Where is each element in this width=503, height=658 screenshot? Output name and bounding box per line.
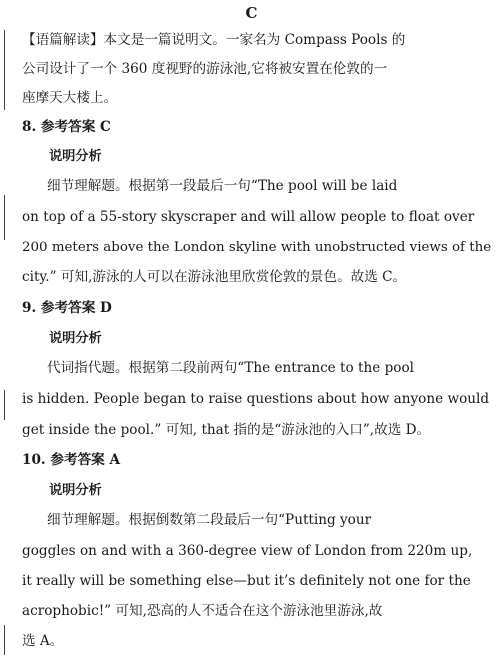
explanation-line: goggles on and with a 360-degree view of London from 220m up, — [22, 543, 473, 559]
intro-line: 【语篇解读】本文是一篇说明文。一家名为 Compass Pools 的 — [22, 32, 406, 48]
intro-line: 公司设计了一个 360 度视野的游泳池,它将被安置在伦敦的一 — [22, 61, 388, 77]
explanation-line: is hidden. People began to raise questions about how anyone would — [22, 391, 490, 407]
explanation-line: 选 A。 — [22, 633, 64, 649]
explanation-line: acrophobic!” 可知,恐高的人不适合在这个游泳池里游泳,故 — [22, 603, 383, 619]
analysis-label: 说明分析 — [49, 149, 102, 164]
question-10-heading: 10. 参考答案 A — [22, 452, 121, 468]
scan-margin-mark — [4, 625, 5, 655]
explanation-line: 细节理解题。根据倒数第二段最后一句“Putting your — [47, 512, 372, 528]
question-9-heading: 9. 参考答案 D — [22, 300, 112, 316]
analysis-label: 说明分析 — [49, 483, 102, 498]
analysis-label: 说明分析 — [49, 331, 102, 346]
question-8-heading: 8. 参考答案 C — [22, 119, 111, 135]
scan-margin-mark — [4, 195, 5, 240]
explanation-line: 细节理解题。根据第一段最后一句“The pool will be laid — [47, 178, 398, 194]
section-title: C — [245, 4, 258, 22]
explanation-line: get inside the pool.” 可知, that 指的是“游泳池的入口”,故选 D。 — [22, 422, 431, 438]
explanation-line: on top of a 55-story skyscraper and will allow people to float over — [22, 209, 475, 225]
scan-margin-mark — [4, 30, 5, 110]
intro-line: 座摩天大楼上。 — [22, 90, 118, 106]
explanation-line: it really will be something else—but it’s definitely not one for the — [22, 573, 471, 589]
explanation-line: 代词指代题。根据第二段前两句“The entrance to the pool — [47, 360, 415, 376]
explanation-line: 200 meters above the London skyline with unobstructed views of the — [22, 240, 492, 255]
scan-margin-mark — [4, 390, 5, 420]
explanation-line: city.” 可知,游泳的人可以在游泳池里欣赏伦敦的景色。故选 C。 — [22, 269, 407, 285]
